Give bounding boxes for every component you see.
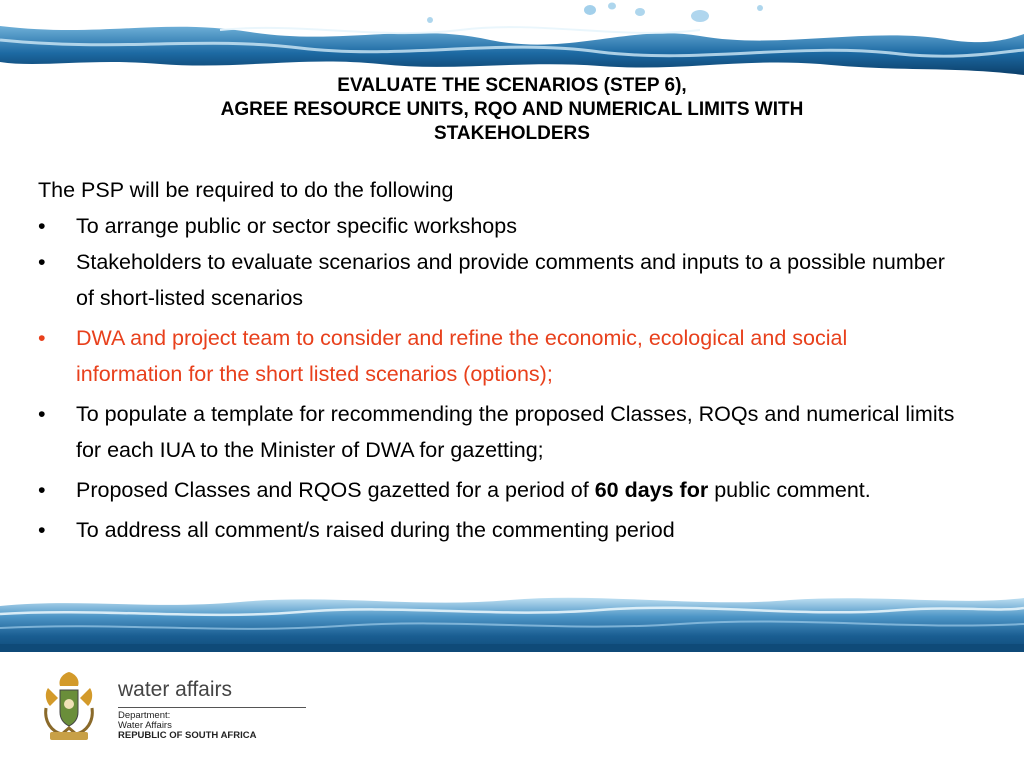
title-line-3: STAKEHOLDERS: [434, 123, 590, 144]
bullet-item: [38, 244, 958, 316]
bullet-item: [38, 208, 958, 244]
title-line-1: EVALUATE THE SCENARIOS (STEP 6),: [337, 75, 687, 96]
bullet-dot: •: [38, 518, 46, 542]
top-water-wave: [0, 0, 1024, 75]
bullet-text-before: Proposed Classes and RQOS gazetted for a period of: [76, 478, 595, 502]
department-name: Water Affairs: [118, 720, 172, 731]
bullet-text-bold: 60 days for: [594, 478, 709, 502]
bullet-dot: •: [38, 478, 46, 502]
slide-title: [60, 74, 964, 146]
bullet-text: DWA and project team to consider and refine the economic, ecological and social information for the short listed scenarios (options);: [76, 326, 848, 386]
bullet-dot: •: [38, 214, 46, 238]
bullet-dot: •: [38, 402, 46, 426]
bullet-text: To address all comment/s raised during the commenting period: [76, 518, 675, 542]
bullet-dot: •: [38, 250, 46, 274]
bullet-text: To populate a template for recommending the proposed Classes, ROQs and numerical limits for each IUA to the Minister of DWA for gazetting;: [76, 402, 955, 462]
intro-text: The PSP will be required to do the following: [38, 178, 454, 202]
brand-divider: [118, 707, 306, 708]
brand-name: water affairs: [118, 678, 232, 701]
title-line-2: AGREE RESOURCE UNITS, RQO AND NUMERICAL LIMITS WITH: [220, 99, 804, 120]
department-label: Department:: [118, 710, 171, 721]
slide-body: [38, 174, 958, 552]
bullet-text-after: public comment.: [708, 478, 871, 502]
bullet-item-highlighted: [38, 320, 958, 392]
country-name: REPUBLIC OF SOUTH AFRICA: [118, 730, 257, 741]
bullet-item: [38, 472, 958, 508]
bullet-dot: •: [38, 326, 46, 350]
coat-of-arms-logo: [38, 668, 100, 746]
bottom-water-wave: [0, 588, 1024, 652]
bullet-item: [38, 512, 958, 548]
bullet-text: Stakeholders to evaluate scenarios and provide comments and inputs to a possible number of short-listed scenarios: [76, 250, 945, 310]
bullet-item: [38, 396, 958, 468]
bullet-text: [76, 472, 958, 508]
bullet-text: To arrange public or sector specific workshops: [76, 214, 517, 238]
